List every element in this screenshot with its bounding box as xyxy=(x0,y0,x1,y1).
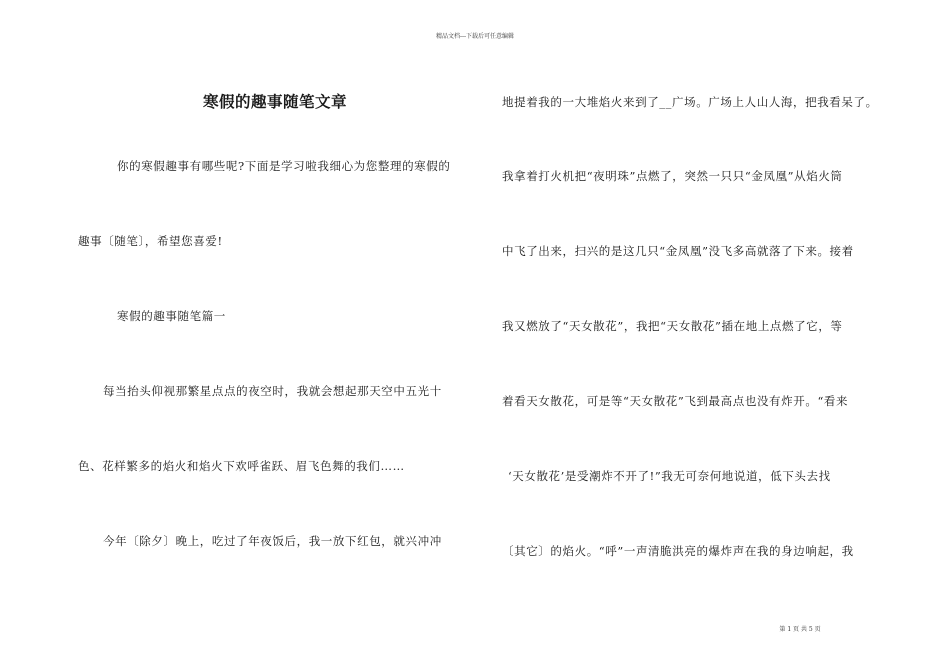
paragraph-line: 趣事〔随笔〕，希望您喜爱! xyxy=(78,234,223,248)
paragraph-line: 我拿着打火机把“夜明珠”点燃了，突然一只只“金凤凰”从焰火筒 xyxy=(502,169,843,183)
paragraph-line: 〔其它〕的焰火。“呼”一声清脆洪亮的爆炸声在我的身边响起，我 xyxy=(502,544,854,558)
paragraph-line: 每当抬头仰视那繁星点点的夜空时，我就会想起那天空中五光十 xyxy=(103,384,442,398)
page-header: 精品文档---下载后可任意编辑 xyxy=(435,33,515,40)
paragraph-line: 你的寒假趣事有哪些呢?下面是学习啦我细心为您整理的寒假的 xyxy=(117,159,451,173)
paragraph-line: 着看天女散花，可是等“天女散花”飞到最高点也没有炸开。“看来 xyxy=(502,394,849,408)
paragraph-line: 我又燃放了“天女散花”，我把“天女散花”插在地上点燃了它，等 xyxy=(502,319,843,333)
section-heading: 寒假的趣事随笔篇一 xyxy=(117,309,226,323)
article-title: 寒假的趣事随笔文章 xyxy=(202,92,347,111)
paragraph-line: 色、花样繁多的焰火和焰火下欢呼雀跃、眉飞色舞的我们…… xyxy=(78,459,405,473)
paragraph-line: 今年〔除夕〕晚上，吃过了年夜饭后，我一放下红包，就兴冲冲 xyxy=(103,534,442,548)
paragraph-line: ‘天女散花’是受潮炸不开了!”我无可奈何地说道，低下头去找 xyxy=(508,469,831,483)
page-number: 第 1 页 共 5 页 xyxy=(779,626,821,633)
paragraph-line: 中飞了出来，扫兴的是这几只“金凤凰”没飞多高就落了下来。接着 xyxy=(502,244,854,258)
paragraph-line: 地提着我的一大堆焰火来到了__广场。广场上人山人海，把我看呆了。 xyxy=(502,95,878,109)
